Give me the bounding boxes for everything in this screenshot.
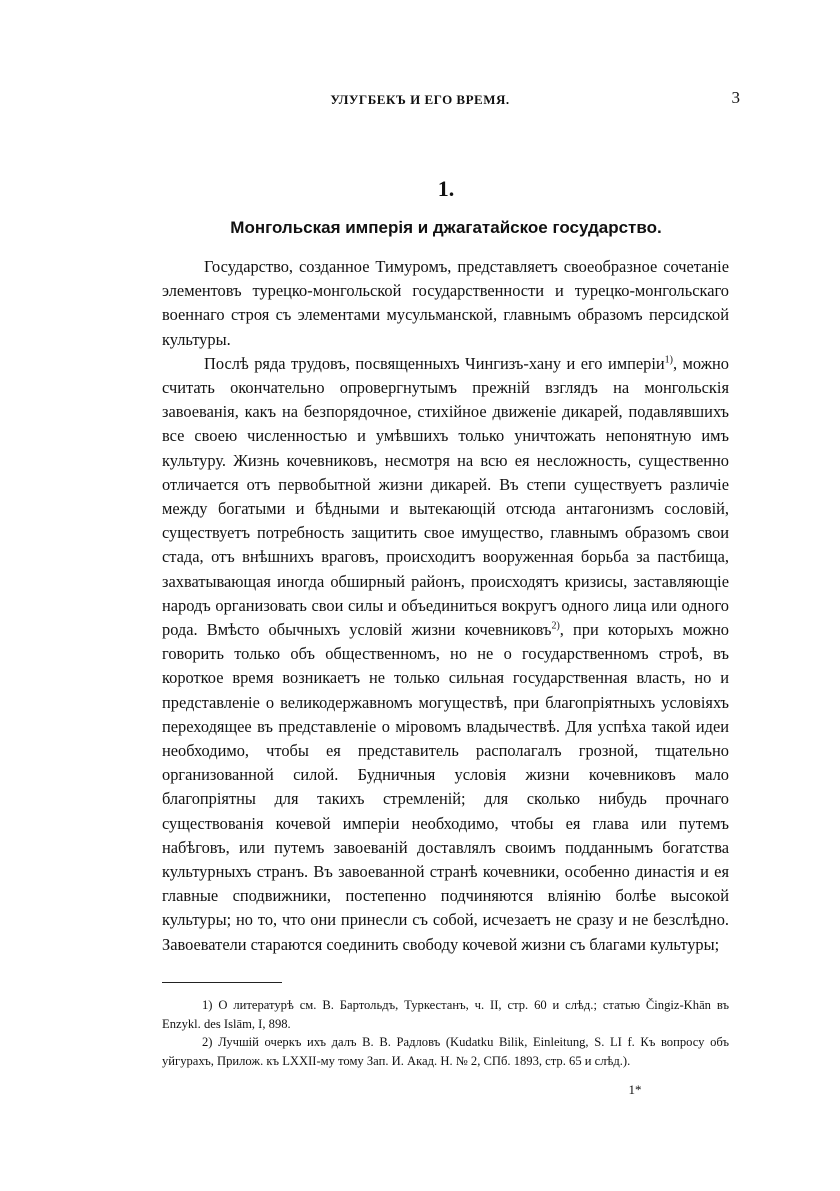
footnotes bbox=[162, 996, 729, 1070]
paragraph-2-part-3: , при которыхъ можно говорить только объ общественномъ, но не о государственномъ строѣ, въ короткое время возникаетъ не только сильная государственная власть, но и представленіе о великодержавномъ могуществѣ, при благопріятныхъ условіяхъ переходящее въ представленіе о міровомъ владычествѣ. Для успѣха такой идеи необходимо, чтобы ея представитель располагалъ грозной, тщательно организованной силой. Будничныя условія жизни кочевниковъ мало благопріятны для такихъ стремленій; для сколько нибудь прочнаго существованія кочевой имперіи необходимо, чтобы ея глава или путемъ набѣговъ, или путемъ завоеваній доставлялъ своимъ подданнымъ богатства культурныхъ странъ. Въ завоеванной странѣ кочевники, особенно династія и ея главные сподвижники, постепенно подчиняются вліянію болѣе высокой культуры; но то, что они принесли съ собой, исчезаетъ не сразу и не безслѣдно. Завоеватели стараются соединить свободу кочевой жизни съ благами культуры; bbox=[162, 620, 729, 954]
paragraph-2 bbox=[162, 352, 729, 957]
section-title: Монгольская имперія и джагатайское государство. bbox=[230, 218, 662, 237]
paragraph-2-part-2: , можно считать окончательно опровергнутымъ прежній взглядъ на монгольскія завоеванія, какъ на безпорядочное, стихійное движеніе дикарей, подавлявшихъ все своею численностью и умѣвшихъ только уничтожать непонятную имъ культуру. Жизнь кочевниковъ, несмотря на всю ея несложность, существенно отличается отъ первобытной жизни дикарей. Въ степи существуетъ различіе между богатыми и бѣдными и вытекающій отсюда антагонизмъ сословій, существуетъ потребность защитить свое имущество, главнымъ образомъ свои стада, отъ внѣшнихъ враговъ, происходитъ вооруженная борьба за пастбища, захватывающая иногда обширный районъ, происходятъ кризисы, заставляющіе народъ организовать свои силы и объединиться вокругъ одного лица или одного рода. Вмѣсто обычныхъ условій жизни кочевниковъ bbox=[162, 353, 729, 640]
paragraph-1: Государство, созданное Тимуромъ, представляетъ своеобразное сочетаніе элементовъ турецко-монгольской государственности и турецко-монгольскаго военнаго строя съ элементами мусульманской, главнымъ образомъ персидской культуры. bbox=[162, 257, 729, 349]
footnote-ref-1: 1) bbox=[664, 354, 673, 366]
section-number: 1. bbox=[437, 176, 455, 201]
footnote-1: 1) О литературѣ см. В. Бартольдъ, Туркестанъ, ч. II, стр. 60 и слѣд.; статью Čingiz-Khān въ Enzykl. des Islām, I, 898. bbox=[162, 998, 729, 1031]
paragraph-2-part-1: Послѣ ряда трудовъ, посвященныхъ Чингизъ-хану и его имперіи bbox=[204, 353, 665, 373]
footnote-rule bbox=[162, 982, 282, 983]
running-title: УЛУГБЕКЪ И ЕГО ВРЕМЯ. bbox=[330, 92, 510, 107]
signature-mark: 1* bbox=[628, 1082, 642, 1097]
body-text bbox=[162, 255, 729, 957]
page-number: 3 bbox=[731, 88, 740, 107]
footnote-2: 2) Лучшій очеркъ ихъ далъ В. В. Радловъ (Kudatku Bilik, Einleitung, S. LI f. Къ вопросу объ уйгурахъ, Прилож. къ LXXII-му тому Зап. И. Акад. Н. № 2, СПб. 1893, стр. 65 и слѣд.). bbox=[162, 1035, 729, 1068]
footnote-ref-2: 2) bbox=[551, 620, 560, 632]
